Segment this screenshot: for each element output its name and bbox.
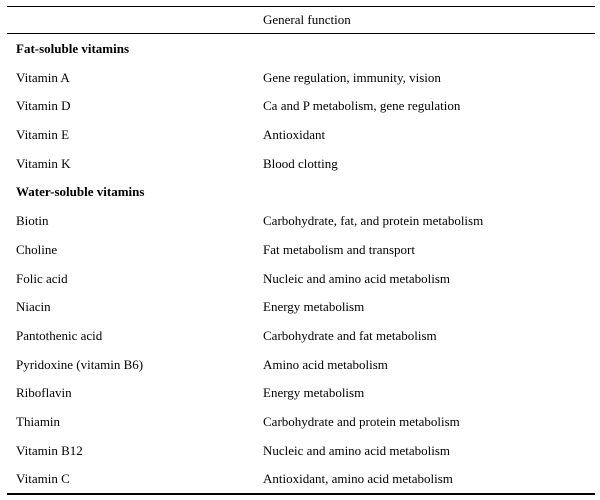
vitamin-function: Carbohydrate, fat, and protein metabolism: [263, 213, 484, 229]
table-bottom-rule: [7, 493, 595, 495]
vitamin-name: Vitamin B12: [16, 442, 83, 458]
vitamin-name: Choline: [16, 241, 58, 257]
vitamin-function: Amino acid metabolism: [263, 356, 388, 372]
table-row: [7, 321, 595, 350]
section-title: Water-soluble vitamins: [16, 184, 145, 200]
vitamin-function: Energy metabolism: [263, 299, 365, 315]
vitamin-name: Riboflavin: [16, 385, 72, 401]
vitamin-name: Niacin: [16, 299, 51, 315]
vitamin-function: Gene regulation, immunity, vision: [263, 69, 441, 85]
vitamin-function: Antioxidant: [263, 127, 326, 143]
table-header-row: [7, 7, 595, 33]
vitamin-function: Ca and P metabolism, gene regulation: [263, 98, 461, 114]
table-row: [7, 378, 595, 407]
table-row: [7, 264, 595, 293]
vitamin-name: Vitamin C: [16, 471, 70, 487]
vitamin-function: Energy metabolism: [263, 385, 365, 401]
table-row: [7, 91, 595, 120]
vitamin-name: Vitamin A: [16, 69, 70, 85]
table-row: [7, 407, 595, 436]
vitamin-name: Folic acid: [16, 270, 68, 286]
table-row: [7, 464, 595, 493]
vitamin-function: Nucleic and amino acid metabolism: [263, 442, 450, 458]
table-body: [7, 34, 595, 493]
vitamin-function: Nucleic and amino acid metabolism: [263, 270, 450, 286]
table-row: [7, 436, 595, 465]
table-row: [7, 235, 595, 264]
vitamin-function: Fat metabolism and transport: [263, 241, 416, 257]
section-header-row: [7, 177, 595, 206]
table-row: [7, 120, 595, 149]
vitamin-name: Thiamin: [16, 413, 61, 429]
vitamin-function: Carbohydrate and fat metabolism: [263, 327, 437, 343]
vitamin-name: Vitamin K: [16, 155, 71, 171]
section-title: Fat-soluble vitamins: [16, 41, 130, 56]
table-row: [7, 63, 595, 92]
vitamin-function: Antioxidant, amino acid metabolism: [263, 471, 453, 487]
table-row: [7, 292, 595, 321]
vitamin-name: Pantothenic acid: [16, 327, 103, 343]
vitamin-name: Vitamin E: [16, 127, 70, 143]
section-header-row: [7, 34, 595, 63]
table-row: [7, 350, 595, 379]
vitamin-function: Blood clotting: [263, 155, 338, 171]
vitamin-name: Pyridoxine (vitamin B6): [16, 356, 144, 372]
vitamin-function-table: [7, 6, 595, 495]
vitamin-name: Vitamin D: [16, 98, 71, 114]
table-row: [7, 206, 595, 235]
vitamin-function: Carbohydrate and protein metabolism: [263, 413, 460, 429]
table-row: [7, 149, 595, 178]
vitamin-name: Biotin: [16, 213, 49, 229]
header-general-function: General function: [263, 12, 351, 27]
